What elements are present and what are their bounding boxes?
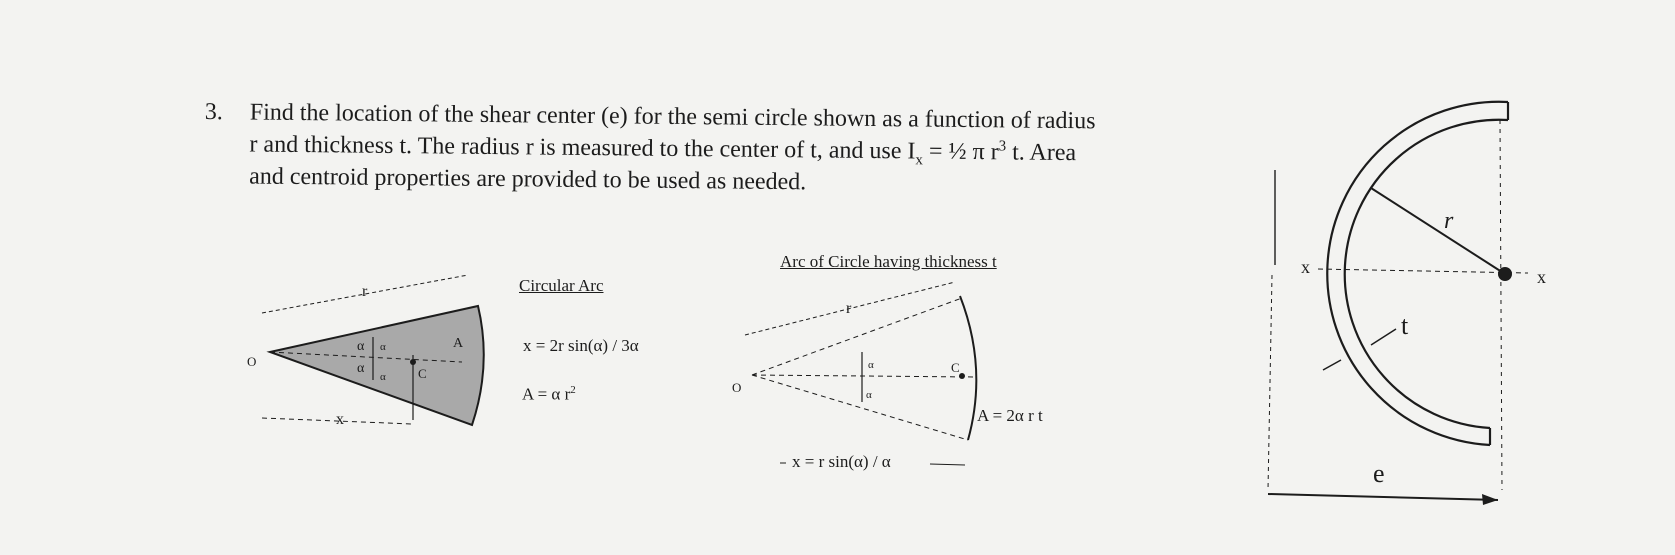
semicircle-x-left-label: x [1301,257,1310,277]
thick-arc-origin-label: O [732,380,742,395]
circular-arc-x-formula: x = 2r sin(α) / 3α [523,336,639,355]
e-dimension-line [1268,494,1498,500]
sector-origin-label: O [247,354,257,369]
problem-number: 3. [204,98,223,126]
sector-centroid-label: C [418,366,427,381]
thick-arc-alpha-top: α [868,359,874,371]
thick-arc-x-dim-right [930,464,965,465]
semicircle-right-ref-dash [1500,120,1502,490]
sector-shape [270,306,484,425]
sector-alpha-bot-1: α [357,361,365,376]
thick-arc-r-label: r [846,300,852,317]
thick-arc-figure [732,282,976,465]
t-leader-lower [1323,360,1341,370]
ix-superscript: 3 [998,138,1007,155]
circular-arc-figure [247,275,484,428]
semicircle-figure [1268,102,1546,505]
thick-arc-x-formula: x = r sin(α) / α [792,452,891,471]
semicircle-x-right-label: x [1537,267,1546,287]
thick-arc-area-formula: A = 2α r t [977,406,1043,425]
sector-r-label: r [362,283,368,300]
semicircle-outer-edge [1327,102,1508,445]
thick-arc-centroid-point [959,373,965,379]
semicircle-e-label: e [1373,459,1385,488]
sector-alpha-top-2: α [380,341,386,353]
e-dimension-arrowhead [1482,494,1498,505]
thick-arc-alpha-bot: α [866,389,872,401]
problem-line-3: and centroid properties are provided to be used as needed. [249,163,807,196]
sector-alpha-bot-2: α [380,371,386,383]
thick-arc-upper-radius [752,298,962,375]
thick-arc-lower-radius [752,375,968,440]
thick-arc-title: Arc of Circle having thickness t [780,252,997,271]
sector-x-label: x [336,411,344,428]
t-leader-upper [1371,329,1396,345]
semicircle-radius-line [1371,188,1505,274]
circular-arc-area-formula: A = α $r^2$ [522,384,576,404]
sector-centroid-point [410,359,416,365]
semicircle-left-ref-dash [1268,275,1272,490]
semicircle-t-label: t [1401,311,1409,340]
shear-center-point [1498,267,1512,281]
circular-arc-title: Circular Arc [519,276,604,295]
semicircle-r-label: r [1444,208,1454,234]
thick-arc-axis [752,375,975,377]
ix-subscript: x [915,152,923,169]
problem-line-1: Find the location of the shear center (e) for the semi circle shown as a function of radius [249,99,1096,135]
sector-area-label: A [453,336,464,351]
thick-arc-curve [960,296,976,440]
semicircle-inner-edge [1345,120,1508,428]
thick-arc-centroid-label: C [951,360,960,375]
problem-line-2: r and thickness t. The radius r is measured to the center of t, and use $I_x$ = ½ π $r^3$ t. Area [249,131,1077,169]
sector-alpha-top-1: α [357,339,365,354]
